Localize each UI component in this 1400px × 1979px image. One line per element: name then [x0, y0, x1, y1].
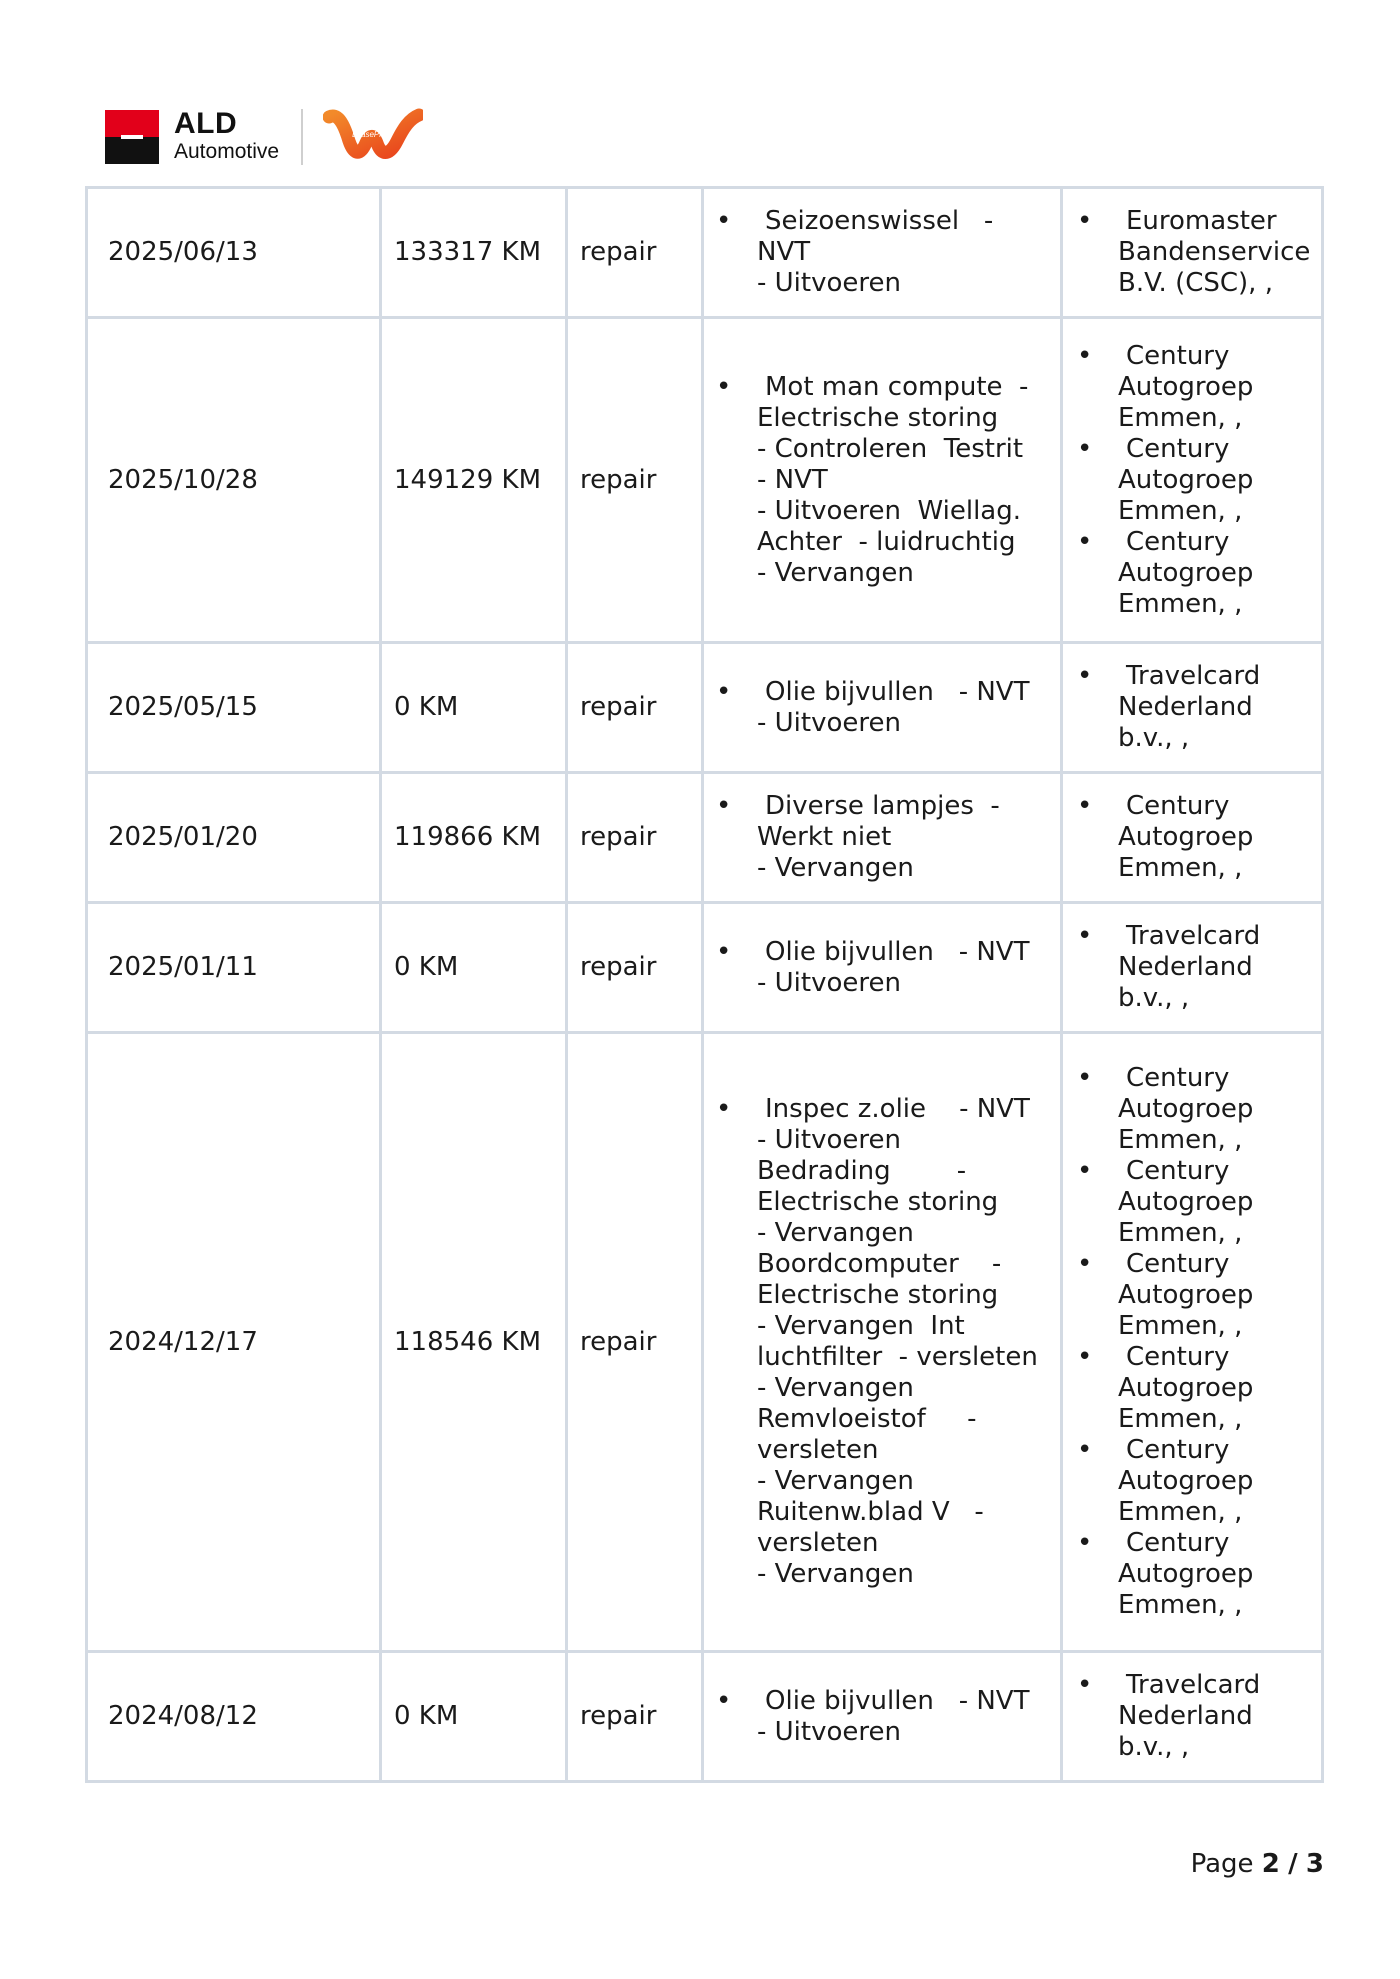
activities-cell: [703, 318, 1062, 643]
type-cell: repair: [567, 773, 703, 903]
page-label: Page: [1190, 1849, 1254, 1879]
supplier-item-line: B.V. (CSC), ,: [1118, 268, 1273, 298]
activity-item-line: - Vervangen: [757, 1373, 914, 1403]
supplier-item: [1077, 1528, 1315, 1621]
activity-item: [716, 791, 1050, 884]
activity-item-line: Werkt niet: [757, 822, 892, 852]
supplier-item-line: • Travelcard: [1126, 661, 1261, 691]
activity-item-line: - Uitvoeren: [757, 707, 901, 738]
type-cell: repair: [567, 1033, 703, 1652]
mileage-cell: 0 KM: [381, 643, 567, 773]
supplier-item: [1077, 921, 1315, 1014]
activity-item-line: - Vervangen: [757, 1218, 914, 1248]
type-cell: repair: [567, 903, 703, 1033]
mileage-cell: 0 KM: [381, 1652, 567, 1782]
mileage-cell: 118546 KM: [381, 1033, 567, 1652]
activity-item-line: • Diverse lampjes -: [765, 791, 1000, 821]
supplier-item-line: • Century: [1126, 340, 1230, 371]
supplier-item-line: Nederland: [1118, 692, 1253, 722]
supplier-item: [1077, 527, 1315, 620]
activities-cell: [703, 903, 1062, 1033]
supplier-item-line: • Century: [1126, 1435, 1230, 1465]
ald-logo-mark: [105, 110, 159, 164]
supplier-item-line: • Century: [1126, 526, 1230, 557]
activity-item-line: • Inspec z.olie - NVT: [765, 1094, 1030, 1124]
suppliers-cell: [1062, 1652, 1323, 1782]
type-cell: repair: [567, 318, 703, 643]
activity-item-line: Electrische storing: [757, 1187, 999, 1217]
supplier-item: [1077, 661, 1315, 754]
supplier-item-line: • Travelcard: [1126, 1670, 1261, 1700]
supplier-item-line: Emmen, ,: [1118, 495, 1243, 526]
activity-item-line: - Uitvoeren: [757, 1716, 901, 1747]
supplier-item-line: • Century: [1126, 1063, 1230, 1093]
supplier-item-line: Nederland: [1118, 1701, 1253, 1731]
supplier-item-line: Autogroep: [1118, 557, 1254, 588]
supplier-item-line: Autogroep: [1118, 371, 1254, 402]
supplier-item-line: • Euromaster: [1126, 206, 1277, 236]
table-row: [87, 903, 1323, 1033]
type-cell: repair: [567, 188, 703, 318]
date-cell: 2025/06/13: [87, 188, 381, 318]
leaseplan-logo: [323, 107, 423, 167]
activity-item-line: - Vervangen: [757, 1466, 914, 1496]
supplier-item: [1077, 1249, 1315, 1342]
activity-item-line: - Uitvoeren: [757, 1125, 901, 1155]
mileage-cell: 133317 KM: [381, 188, 567, 318]
supplier-item-line: Autogroep: [1118, 1280, 1254, 1310]
ald-logo-text: [174, 109, 279, 165]
ald-brand: ALD: [174, 107, 238, 140]
supplier-item-line: Autogroep: [1118, 1187, 1254, 1217]
supplier-item-line: Autogroep: [1118, 1373, 1254, 1403]
supplier-item-line: b.v., ,: [1118, 983, 1190, 1013]
activity-item-line: - NVT: [757, 464, 828, 495]
date-cell: 2025/01/11: [87, 903, 381, 1033]
activity-item: [716, 372, 1050, 589]
supplier-item-line: Emmen, ,: [1118, 1311, 1243, 1341]
supplier-item-line: Autogroep: [1118, 822, 1254, 852]
suppliers-cell: [1062, 1033, 1323, 1652]
supplier-item-line: b.v., ,: [1118, 723, 1190, 753]
supplier-item-line: Emmen, ,: [1118, 588, 1243, 619]
supplier-item-line: b.v., ,: [1118, 1732, 1190, 1762]
supplier-item: [1077, 341, 1315, 434]
supplier-item: [1077, 1670, 1315, 1763]
page-separator: /: [1288, 1849, 1298, 1879]
activity-item-line: • Mot man compute -: [765, 371, 1029, 402]
activity-item-line: - Uitvoeren: [757, 268, 901, 298]
table-row: [87, 1652, 1323, 1782]
supplier-item: [1077, 1435, 1315, 1528]
activity-item-line: Bedrading -: [757, 1156, 967, 1186]
supplier-item-line: Emmen, ,: [1118, 853, 1243, 883]
header: [105, 108, 423, 166]
supplier-item-line: Emmen, ,: [1118, 402, 1243, 433]
activity-item-line: luchtfilter - versleten: [757, 1342, 1038, 1372]
suppliers-cell: [1062, 643, 1323, 773]
suppliers-cell: [1062, 903, 1323, 1033]
supplier-item: [1077, 791, 1315, 884]
suppliers-cell: [1062, 188, 1323, 318]
activity-item-line: - Uitvoeren Wiellag.: [757, 495, 1022, 526]
supplier-item: [1077, 1342, 1315, 1435]
mileage-cell: 119866 KM: [381, 773, 567, 903]
table-body: [87, 188, 1323, 1782]
date-cell: 2025/05/15: [87, 643, 381, 773]
table-row: [87, 643, 1323, 773]
type-cell: repair: [567, 1652, 703, 1782]
activity-item: [716, 206, 1050, 299]
date-cell: 2025/01/20: [87, 773, 381, 903]
supplier-item: [1077, 1063, 1315, 1156]
supplier-item-line: Autogroep: [1118, 1094, 1254, 1124]
supplier-item-line: • Century: [1126, 791, 1230, 821]
activity-item: [716, 937, 1050, 999]
activity-item: [716, 1686, 1050, 1748]
activity-item-line: • Seizoenswissel -: [765, 206, 994, 236]
activity-item: [716, 1094, 1050, 1590]
activity-item-line: NVT: [757, 237, 811, 267]
supplier-item-line: Autogroep: [1118, 1466, 1254, 1496]
supplier-item: [1077, 1156, 1315, 1249]
ald-sub: Automotive: [174, 140, 280, 163]
supplier-item-line: Autogroep: [1118, 1559, 1254, 1589]
supplier-item: [1077, 206, 1315, 299]
activities-cell: [703, 643, 1062, 773]
table-row: [87, 773, 1323, 903]
activities-cell: [703, 773, 1062, 903]
maintenance-table: [85, 186, 1324, 1783]
activity-item-line: Remvloeistof -: [757, 1404, 977, 1434]
supplier-item-line: • Century: [1126, 433, 1230, 464]
supplier-item: [1077, 434, 1315, 527]
page-indicator: [1191, 1848, 1324, 1880]
table-row: [87, 188, 1323, 318]
supplier-item-line: Emmen, ,: [1118, 1218, 1243, 1248]
page-current: 2: [1261, 1849, 1280, 1879]
suppliers-cell: [1062, 773, 1323, 903]
supplier-item-line: Emmen, ,: [1118, 1125, 1243, 1155]
activities-cell: [703, 188, 1062, 318]
supplier-item-line: Emmen, ,: [1118, 1497, 1243, 1527]
supplier-item-line: • Century: [1126, 1156, 1230, 1186]
leaseplan-logo-text: LeasePlan: [352, 130, 390, 139]
supplier-item-line: Emmen, ,: [1118, 1404, 1243, 1434]
activities-cell: [703, 1033, 1062, 1652]
logo-divider: [301, 109, 303, 165]
supplier-item-line: • Travelcard: [1126, 921, 1261, 951]
date-cell: 2024/08/12: [87, 1652, 381, 1782]
activity-item-line: Electrische storing: [757, 402, 999, 433]
page-total: 3: [1305, 1849, 1324, 1879]
activity-item-line: - Controleren Testrit: [757, 433, 1024, 464]
supplier-item-line: • Century: [1126, 1249, 1230, 1279]
mileage-cell: 0 KM: [381, 903, 567, 1033]
supplier-item-line: • Century: [1126, 1342, 1230, 1372]
activity-item-line: - Vervangen: [757, 1559, 914, 1589]
table-row: [87, 1033, 1323, 1652]
mileage-cell: 149129 KM: [381, 318, 567, 643]
activity-item-line: - Vervangen: [757, 853, 914, 883]
activity-item-line: - Vervangen: [757, 557, 914, 588]
activity-item-line: versleten: [757, 1528, 879, 1558]
activity-item-line: - Vervangen Int: [757, 1311, 965, 1341]
activity-item-line: Boordcomputer -: [757, 1249, 1002, 1279]
activity-item-line: Ruitenw.blad V -: [757, 1497, 984, 1527]
table-row: [87, 318, 1323, 643]
supplier-item-line: Emmen, ,: [1118, 1590, 1243, 1620]
supplier-item-line: Nederland: [1118, 952, 1253, 982]
activity-item-line: • Olie bijvullen - NVT: [765, 676, 1030, 707]
activity-item-line: - Uitvoeren: [757, 967, 901, 998]
activity-item-line: • Olie bijvullen - NVT: [765, 1685, 1030, 1716]
activity-item-line: versleten: [757, 1435, 879, 1465]
supplier-item-line: Bandenservice: [1118, 237, 1311, 267]
activity-item-line: • Olie bijvullen - NVT: [765, 936, 1030, 967]
date-cell: 2025/10/28: [87, 318, 381, 643]
suppliers-cell: [1062, 318, 1323, 643]
date-cell: 2024/12/17: [87, 1033, 381, 1652]
type-cell: repair: [567, 643, 703, 773]
activity-item: [716, 677, 1050, 739]
activity-item-line: Achter - luidruchtig: [757, 526, 1016, 557]
activities-cell: [703, 1652, 1062, 1782]
supplier-item-line: • Century: [1126, 1528, 1230, 1558]
activity-item-line: Electrische storing: [757, 1280, 999, 1310]
supplier-item-line: Autogroep: [1118, 464, 1254, 495]
